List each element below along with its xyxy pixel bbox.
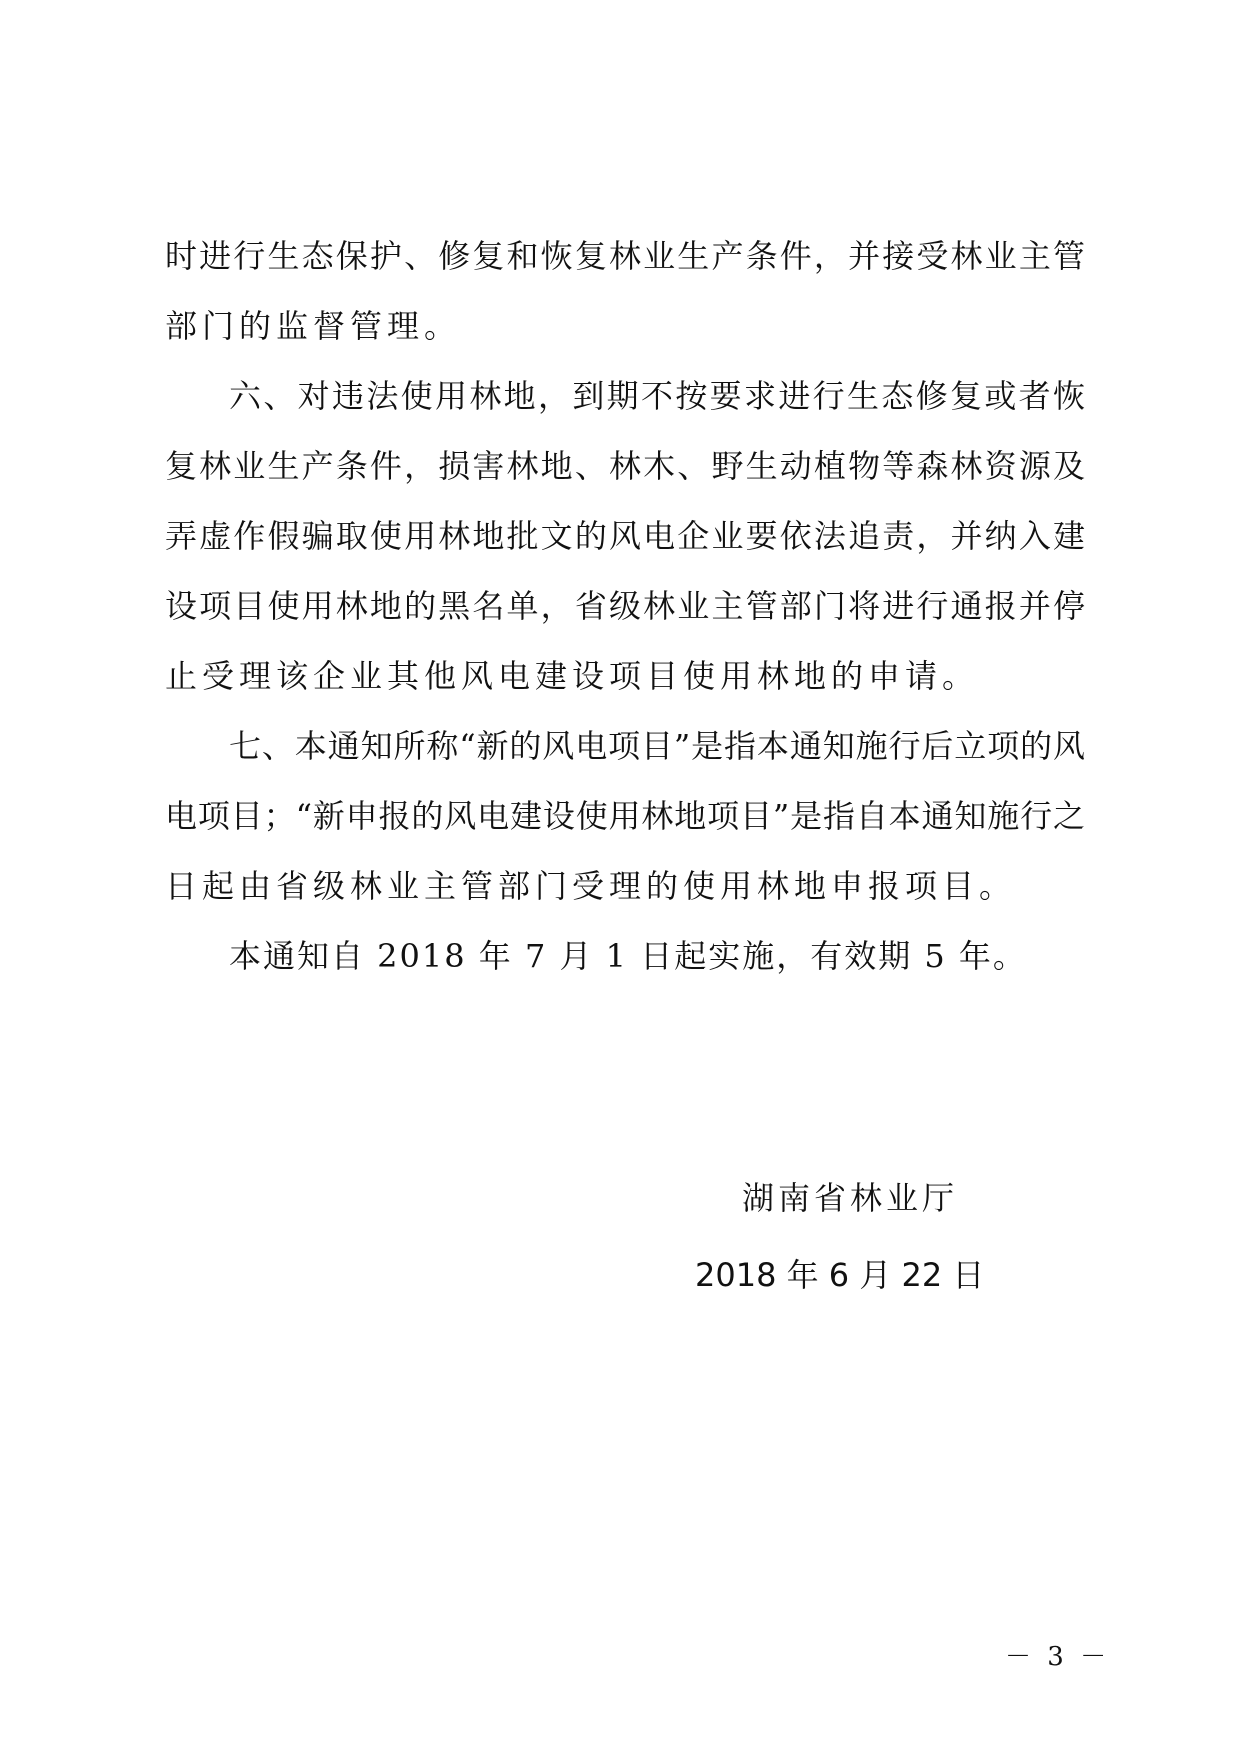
body-text-line: 设项目使用林地的黑名单，省级林业主管部门将进行通报并停 [165,587,1085,625]
effective-date-statement: 本通知自 2018 年 7 月 1 日起实施，有效期 5 年。 [229,937,1027,975]
body-text-line: 部门的监督管理。 [165,307,462,345]
body-text-line: 电项目；“新申报的风电建设使用林地项目”是指自本通知施行之 [165,797,1085,835]
body-text-line: 时进行生态保护、修复和恢复林业生产条件，并接受林业主管 [165,237,1085,275]
issue-date: 2018 年 6 月 22 日 [695,1256,985,1294]
body-text-line: 弄虚作假骗取使用林地批文的风电企业要依法追责，并纳入建 [165,517,1085,555]
page-number: － 3 － [1005,1642,1111,1672]
paragraph-seven-first-line: 七、本通知所称“新的风电项目”是指本通知施行后立项的风 [229,727,1085,765]
body-text-line: 止受理该企业其他风电建设项目使用林地的申请。 [165,657,980,695]
body-text-line: 复林业生产条件，损害林地、林木、野生动植物等森林资源及 [165,447,1085,485]
body-text-line: 日起由省级林业主管部门受理的使用林地申报项目。 [165,867,1017,905]
paragraph-six-first-line: 六、对违法使用林地，到期不按要求进行生态修复或者恢 [229,377,1085,415]
issuing-organization: 湖南省林业厅 [742,1179,959,1217]
